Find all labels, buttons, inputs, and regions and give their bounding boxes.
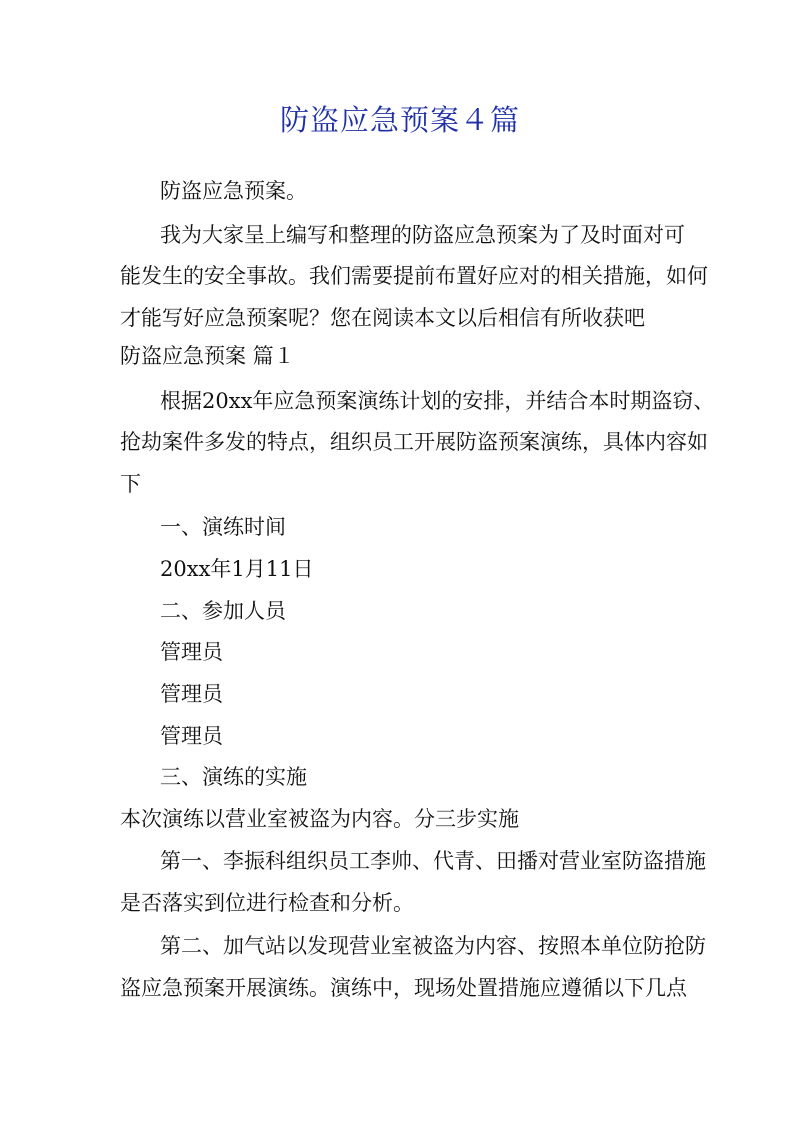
paragraph-line: 第二、加气站以发现营业室被盗为内容、按照本单位防抢防 bbox=[160, 934, 706, 958]
paragraph-line: 本次演练以营业室被盗为内容。分三步实施 bbox=[120, 807, 519, 831]
paragraph-line: 下 bbox=[120, 472, 141, 496]
paragraph-line: 第一、李振科组织员工李帅、代青、田播对营业室防盗措施 bbox=[160, 849, 706, 873]
paragraph-line: 管理员 bbox=[160, 640, 223, 664]
paragraph-line: 盗应急预案开展演练。演练中，现场处置措施应遵循以下几点 bbox=[120, 976, 687, 1000]
paragraph-line: 我为大家呈上编写和整理的防盗应急预案为了及时面对可 bbox=[160, 223, 685, 247]
paragraph-line: 根据20xx年应急预案演练计划的安排，并结合本时期盗窃、 bbox=[160, 389, 715, 413]
paragraph-line: 是否落实到位进行检查和分析。 bbox=[120, 891, 414, 915]
paragraph-line: 三、演练的实施 bbox=[160, 765, 307, 789]
paragraph-line: 防盗应急预案 篇１ bbox=[120, 344, 295, 368]
paragraph-line: 二、参加人员 bbox=[160, 599, 286, 623]
paragraph-line: 20xx年1月11日 bbox=[160, 557, 314, 581]
paragraph-line: 管理员 bbox=[160, 724, 223, 748]
paragraph-line: 防盗应急预案。 bbox=[160, 179, 307, 203]
document-title: 防盗应急预案４篇 bbox=[279, 103, 520, 137]
paragraph-line: 能发生的安全事故。我们需要提前布置好应对的相关措施，如何 bbox=[120, 264, 708, 288]
paragraph-line: 一、演练时间 bbox=[160, 515, 286, 539]
paragraph-line: 才能写好应急预案呢？您在阅读本文以后相信有所收获吧 bbox=[120, 306, 645, 330]
paragraph-line: 管理员 bbox=[160, 682, 223, 706]
paragraph-line: 抢劫案件多发的特点，组织员工开展防盗预案演练，具体内容如 bbox=[120, 430, 708, 454]
